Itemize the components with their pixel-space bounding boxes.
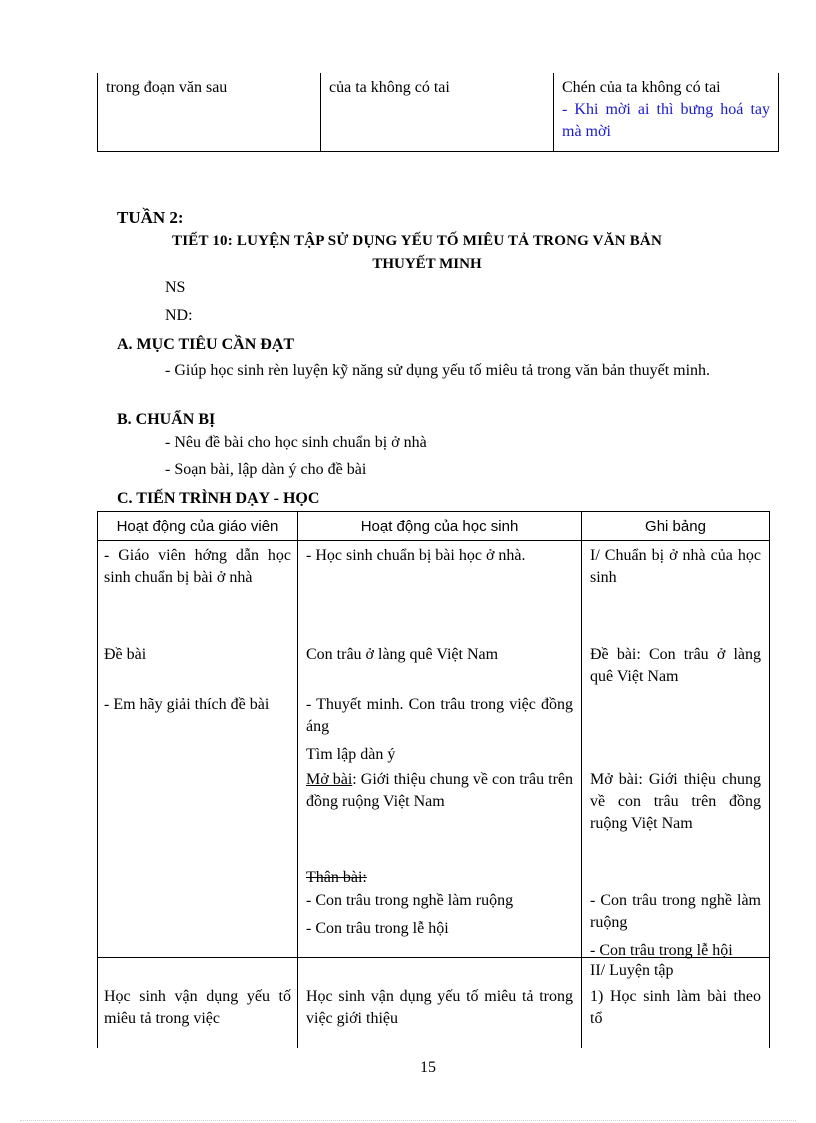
top-col2-text: của ta không có tai [329, 79, 450, 96]
teacher-t4: Học sinh vận dụng yếu tố miêu tả trong việc [104, 988, 291, 1027]
student-s2: Con trâu ở làng quê Việt Nam [306, 646, 499, 663]
board-b6: II/ Luyện tập [590, 962, 674, 979]
board-b4: - Con trâu trong nghề làm ruộng [590, 892, 761, 931]
student-s5 [306, 769, 573, 813]
header-teacher: Hoạt động của giáo viên [98, 512, 298, 541]
student-s3: - Thuyết minh. Con trâu trong việc đồng áng [306, 696, 573, 735]
board-b1: I/ Chuẩn bị ở nhà của học sinh [590, 547, 761, 586]
section-b-item-1: - Nêu đề bài cho học sinh chuẩn bị ở nhà [165, 434, 427, 451]
main-table [97, 511, 770, 1048]
student-s9: Học sinh vận dụng yếu tố miêu tả trong việc giới thiệu [306, 988, 573, 1027]
board-b7: 1) Học sinh làm bài theo tổ [590, 988, 761, 1027]
student-cell-2 [298, 958, 582, 1048]
student-s8: - Con trâu trong lễ hội [306, 920, 449, 937]
nd-label: ND: [165, 307, 193, 324]
student-s1: - Học sinh chuẩn bị bài học ở nhà. [306, 547, 526, 564]
top-table-cell-2 [321, 73, 554, 151]
teacher-t3: - Em hãy giải thích đề bài [104, 696, 270, 713]
student-cell-1 [298, 541, 582, 958]
top-table-cell-1 [98, 73, 321, 151]
board-b5: - Con trâu trong lễ hội [590, 942, 733, 959]
student-s5-text: : Giới thiệu chung về con trâu trên đồng ruộng Việt Nam [306, 771, 573, 810]
teacher-cell-2 [98, 958, 298, 1048]
footer-dotted-rule [20, 1120, 796, 1121]
header-board: Ghi bảng [582, 512, 770, 541]
lesson-title-line2: THUYẾT MINH [372, 256, 482, 272]
ns-label: NS [165, 279, 186, 296]
section-a-title: A. MỤC TIÊU CẦN ĐẠT [117, 336, 295, 353]
student-s4: Tìm lập dàn ý [306, 746, 396, 763]
teacher-t2: Đề bài [104, 646, 147, 663]
top-col3-line1: Chén của ta không có tai [562, 79, 721, 96]
lesson-title-line1: TIẾT 10: LUYỆN TẬP SỬ DỤNG YẾU TỐ MIÊU TẢ TRONG VĂN BẢN [172, 233, 662, 249]
board-b2: Đề bài: Con trâu ở làng quê Việt Nam [590, 646, 761, 685]
section-b-title: B. CHUẨN BỊ [117, 411, 216, 428]
top-col1-text: trong đoạn văn sau [106, 79, 228, 96]
week-title: TUẦN 2: [117, 208, 184, 227]
section-b-item-2: - Soạn bài, lập dàn ý cho đề bài [165, 461, 367, 478]
section-a-text: - Giúp học sinh rèn luyện kỹ năng sử dụng yếu tố miêu tả trong văn bản thuyết minh. [165, 362, 711, 379]
board-b3: Mở bài: Giới thiệu chung về con trâu trên đồng ruộng Việt Nam [590, 771, 761, 832]
teacher-cell-1 [98, 541, 298, 958]
student-s5-label: Mở bài [306, 771, 353, 788]
student-s7: - Con trâu trong nghề làm ruộng [306, 892, 514, 909]
top-table [97, 73, 779, 152]
student-s6: Thân bài: [306, 869, 367, 886]
teacher-t1: - Giáo viên hớng dẫn học sinh chuẩn bị bài ở nhà [104, 547, 291, 586]
top-table-cell-3 [554, 73, 779, 151]
board-cell-1 [582, 541, 770, 958]
section-c-title: C. TIẾN TRÌNH DẠY - HỌC [117, 490, 320, 507]
page-number: 15 [420, 1059, 436, 1076]
board-cell-2 [582, 958, 770, 1048]
header-student: Hoạt động của học sinh [298, 512, 582, 541]
top-col3-blue: - Khi mời ai thì bưng hoá tay mà mời [562, 101, 770, 140]
